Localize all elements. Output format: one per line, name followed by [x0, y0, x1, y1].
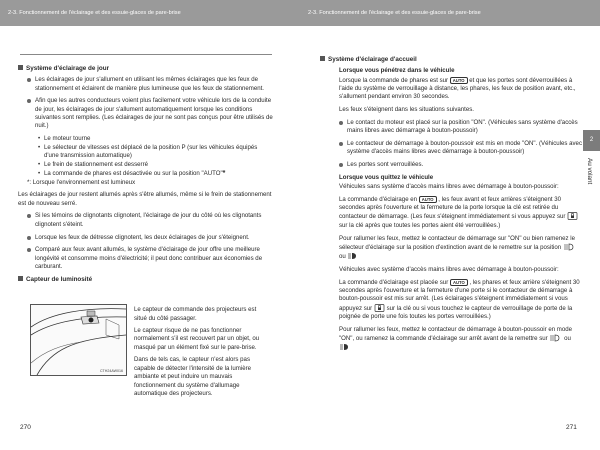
bullet-item: Les portes sont verrouillées.	[330, 161, 582, 169]
paragraph: Lorsque la commande de phares est sur AUTO et que les portes sont déverrouillées à l'aide du système de verrouillage à distance, les phares, les feux de position avant, etc., s'allument pendant environ 30 secondes.	[339, 76, 576, 101]
high-beam-icon	[347, 252, 360, 260]
paragraph: Le capteur de commande des projecteurs est situé du côté passager.	[134, 306, 257, 322]
left-column	[18, 65, 273, 287]
figure-text	[134, 306, 269, 402]
bullet-item: Si les témoins de clignotants clignotent, l'éclairage de jour du côté où les clignotants clignotent s'éteint.	[18, 212, 273, 229]
page-number-right: 271	[566, 424, 577, 431]
paragraph: Dans de tels cas, le capteur n'est alors pas capable de détecter l'intensité de la lumière ambiante et peut induire un mauvais fonctionnement du système d'allumage automatique des projecteurs.	[134, 355, 252, 398]
figure-code: CTH24AW016	[99, 369, 123, 373]
condition-item: • Le frein de stationnement est desserré	[18, 161, 273, 169]
condition-item: • Le moteur tourne	[18, 135, 273, 143]
chapter-label: Au volant	[586, 158, 593, 185]
right-column	[330, 56, 582, 357]
auto-badge-icon: AUTO	[419, 196, 437, 204]
paragraph: Pour rallumer les feux, mettez le contacteur de démarrage sur "ON" ou bien ramenez le sélecteur d'éclairage sur la position d'extinction avant de le remettre sur la position ou	[339, 234, 575, 261]
header-left-text: 2-3. Fonctionnement de l'éclairage et des essuie-glaces de pare-brise	[8, 10, 181, 16]
subheading-enter: Lorsque vous pénétrez dans le véhicule	[339, 67, 455, 75]
auto-badge-icon: AUTO	[450, 279, 468, 287]
paragraph: Véhicules sans système d'accès mains libres avec démarrage à bouton-poussoir:	[339, 183, 559, 191]
header-left	[0, 0, 300, 26]
section-title-light-sensor: Capteur de luminosité	[18, 276, 273, 284]
paragraph: La commande d'éclairage en AUTO , les feux avant et feux arrières s'éteignent 30 secondes après l'ouverture et la fermeture de la porte lorsque la clé est retirée du contacteur de démarrage. (Les feux s'éteignent immédiatement si vous appuyez sur sur la clé après que toutes les portes aient été verrouillées.)	[330, 196, 582, 230]
paragraph: La commande d'éclairage est placée sur AUTO , les phares et feux arrière s'éteignent 30 secondes après l'ouverture et la fermeture d'une porte si le contacteur de démarrage à bouton-poussoir est mis sur arrêt. (Les éclairages s'éteignent immédiatement si vous appuyez sur sur la clé ou si vous touchez le capteur de verrouillage de porte de la poignée de porte une fois toutes les portes verrouillées.)	[339, 278, 580, 320]
condition-item: • La commande de phares est désactivée ou sur la position "AUTO"*	[18, 170, 273, 178]
page-number-left: 270	[20, 424, 31, 431]
square-bullet-icon	[18, 276, 23, 281]
headlight-icon	[549, 334, 562, 342]
paragraph: Les éclairages de jour restent allumés après s'être allumés, même si le frein de stationnement est de nouveau serré.	[18, 191, 272, 207]
footnote: *: Lorsque l'environnement est lumineux	[27, 178, 136, 186]
bullet-item: Les éclairages de jour s'allument en utilisant les mêmes éclairages que les feux de stationnement et éclairent de manière plus lumineuse que les feux de stationnement.	[18, 76, 273, 93]
square-bullet-icon	[320, 56, 325, 61]
divider	[20, 54, 272, 55]
bullet-item: Comparé aux feux avant allumés, le système d'éclairage de jour offre une meilleure longévité et consomme moins d'électricité; il peut donc contribuer aux économies de carburant.	[18, 246, 273, 271]
paragraph: Le capteur risque de ne pas fonctionner normalement s'il est recouvert par un objet, ou masqué par un élément fixé sur le pare-brise.	[134, 326, 260, 351]
bullet-item: Lorsque les feux de détresse clignotent, les deux éclairages de jour s'éteignent.	[18, 234, 273, 242]
square-bullet-icon	[18, 65, 23, 70]
paragraph: Les feux s'éteignent dans les situations suivantes.	[339, 105, 474, 113]
high-beam-icon	[339, 343, 352, 351]
lock-button-icon	[567, 212, 578, 220]
windshield-sensor-drawing	[31, 305, 126, 375]
paragraph: Véhicules avec système d'accès mains libres avec démarrage à bouton-poussoir:	[339, 265, 559, 273]
auto-badge-icon: AUTO	[450, 77, 468, 85]
section-title-welcome: Système d'éclairage d'accueil	[320, 56, 582, 64]
header-right	[300, 0, 600, 26]
footnote-star: *	[222, 169, 226, 177]
subheading-leave: Lorsque vous quittez le véhicule	[339, 173, 434, 181]
headlight-icon	[563, 243, 576, 251]
chapter-tab: 2	[583, 130, 600, 151]
bullet-item: Afin que les autres conducteurs voient plus facilement votre véhicule lors de la conduite de jour, les éclairages de jour s'allument automatiquement lorsque les conditions suivantes sont remplies. (Les éclairages de jour ne sont pas conçus pour être utilisés de nuit.)	[18, 97, 273, 130]
light-sensor-illustration	[30, 304, 127, 376]
header-right-text: 2-3. Fonctionnement de l'éclairage et des essuie-glaces de pare-brise	[308, 10, 481, 16]
section-title-daytime: Système d'éclairage de jour	[18, 65, 273, 73]
paragraph: Pour rallumer les feux, mettez le contacteur de démarrage à bouton-poussoir en mode "ON", ou ramenez la commande d'éclairage sur arrêt avant de la remettre sur ou	[330, 326, 582, 353]
bullet-item: Le contact du moteur est placé sur la position "ON". (Véhicules sans système d'accès mains libres avec démarrage à bouton-poussoir)	[330, 119, 582, 136]
bullet-item: Le contacteur de démarrage à bouton-poussoir est mis en mode "ON". (Véhicules avec système d'accès mains libres avec démarrage à bouton-poussoir)	[330, 140, 582, 157]
condition-item: • Le sélecteur de vitesses est déplacé de la position P (sur les véhicules équipés d'une transmission automatique)	[18, 144, 273, 161]
lock-button-icon	[374, 304, 385, 312]
